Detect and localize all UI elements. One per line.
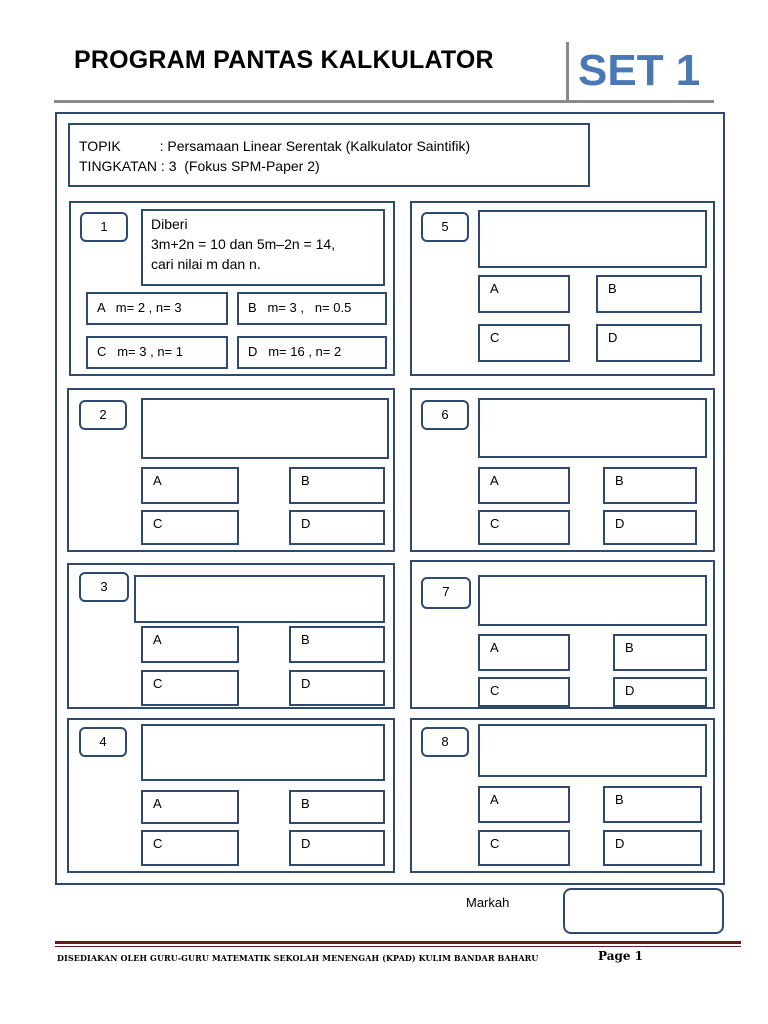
option-d[interactable]: D bbox=[289, 830, 385, 866]
footer-credit: DISEDIAKAN OLEH GURU-GURU MATEMATIK SEKOLAH MENENGAH (KPAD) KULIM BANDAR BAHARU bbox=[57, 953, 539, 963]
option-b[interactable]: B bbox=[603, 786, 702, 823]
option-d[interactable]: D bbox=[289, 670, 385, 706]
option-c[interactable]: C bbox=[478, 324, 570, 362]
option-b[interactable]: B bbox=[596, 275, 702, 313]
option-a[interactable]: A m= 2 , n= 3 bbox=[86, 292, 228, 325]
option-b[interactable]: B bbox=[613, 634, 707, 671]
question-stem bbox=[134, 575, 385, 623]
footer-rule-thin bbox=[55, 946, 741, 947]
set-label: SET 1 bbox=[578, 46, 701, 95]
option-c[interactable]: C bbox=[478, 677, 570, 707]
question-number: 6 bbox=[421, 400, 469, 430]
option-a[interactable]: A bbox=[141, 467, 239, 504]
option-a[interactable]: A bbox=[478, 786, 570, 823]
question-number: 5 bbox=[421, 212, 469, 242]
level-line: TINGKATAN : 3 (Fokus SPM-Paper 2) bbox=[79, 158, 320, 174]
page-title: PROGRAM PANTAS KALKULATOR bbox=[74, 46, 494, 74]
option-a[interactable]: A bbox=[478, 275, 570, 313]
page-number: Page 1 bbox=[598, 949, 644, 963]
option-c[interactable]: C bbox=[141, 830, 239, 866]
question-number: 7 bbox=[421, 577, 471, 609]
topic-box bbox=[68, 123, 590, 187]
option-b[interactable]: B m= 3 , n= 0.5 bbox=[237, 292, 387, 325]
option-c[interactable]: C bbox=[478, 510, 570, 545]
option-b[interactable]: B bbox=[289, 790, 385, 824]
question-number: 1 bbox=[80, 212, 128, 242]
option-a[interactable]: A bbox=[478, 634, 570, 671]
markah-field[interactable] bbox=[563, 888, 724, 934]
question-number: 2 bbox=[79, 400, 127, 430]
option-c[interactable]: C bbox=[141, 670, 239, 706]
option-d[interactable]: D bbox=[289, 510, 385, 545]
question-stem bbox=[478, 724, 707, 777]
topic-line: TOPIK : Persamaan Linear Serentak (Kalkulator Saintifik) bbox=[79, 138, 471, 154]
option-c[interactable]: C bbox=[141, 510, 239, 545]
option-a[interactable]: A bbox=[141, 626, 239, 663]
question-stem bbox=[141, 398, 389, 459]
option-a[interactable]: A bbox=[478, 467, 570, 504]
question-stem bbox=[141, 724, 385, 781]
option-d[interactable]: D bbox=[613, 677, 707, 707]
option-a[interactable]: A bbox=[141, 790, 239, 824]
question-stem bbox=[478, 575, 707, 626]
markah-label: Markah bbox=[466, 895, 510, 910]
question-number: 3 bbox=[79, 572, 129, 602]
option-c[interactable]: C m= 3 , n= 1 bbox=[86, 336, 228, 369]
header-divider bbox=[566, 42, 569, 102]
question-stem bbox=[478, 210, 707, 268]
option-d[interactable]: D bbox=[596, 324, 702, 362]
option-d[interactable]: D m= 16 , n= 2 bbox=[237, 336, 387, 369]
footer-rule bbox=[55, 941, 741, 944]
option-b[interactable]: B bbox=[289, 467, 385, 504]
header-rule bbox=[54, 100, 714, 103]
stem-line: Diberi bbox=[151, 216, 188, 232]
option-d[interactable]: D bbox=[603, 510, 697, 545]
option-b[interactable]: B bbox=[289, 626, 385, 663]
option-c[interactable]: C bbox=[478, 830, 570, 866]
question-number: 8 bbox=[421, 727, 469, 757]
option-d[interactable]: D bbox=[603, 830, 702, 866]
question-number: 4 bbox=[79, 727, 127, 757]
question-stem bbox=[141, 209, 385, 286]
stem-line: cari nilai m dan n. bbox=[151, 256, 261, 272]
option-b[interactable]: B bbox=[603, 467, 697, 504]
question-stem bbox=[478, 398, 707, 458]
stem-line: 3m+2n = 10 dan 5m–2n = 14, bbox=[151, 236, 336, 252]
